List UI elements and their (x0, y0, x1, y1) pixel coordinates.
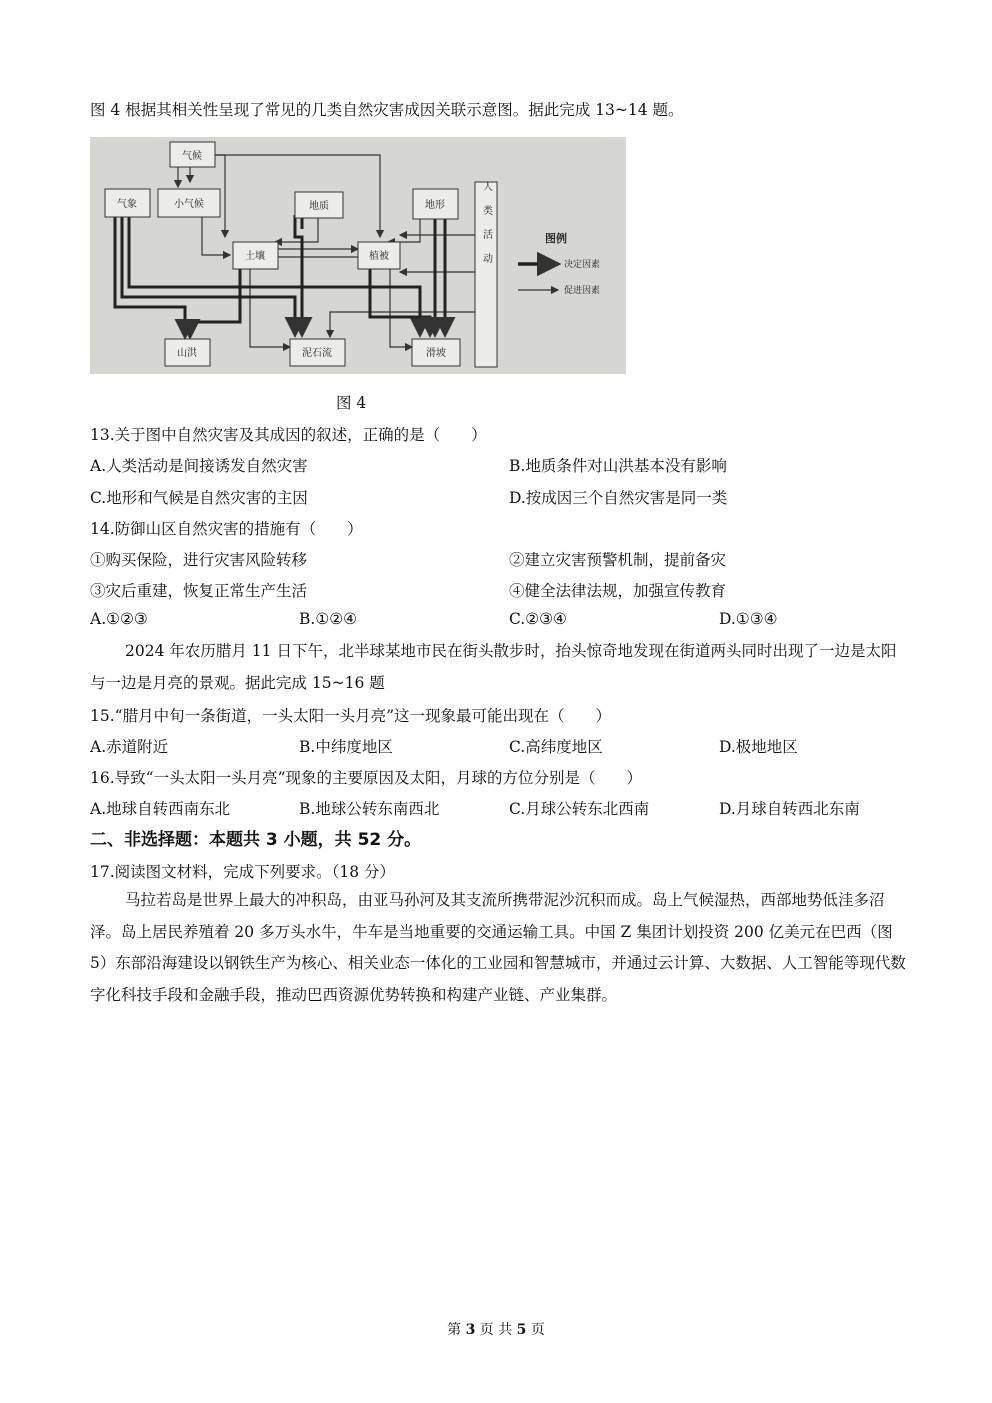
node-zhibei: 植被 (369, 251, 389, 262)
node-qihou: 气候 (182, 151, 202, 162)
legend-promoting: 促进因素 (564, 286, 601, 296)
q17-stem: 17.阅读图文材料，完成下列要求。（18 分） (90, 863, 396, 881)
q13-option-d[interactable]: D.按成因三个自然灾害是同一类 (509, 489, 728, 507)
q13-option-a[interactable]: A.人类活动是间接诱发自然灾害 (90, 457, 308, 475)
q13-option-b[interactable]: B.地质条件对山洪基本没有影响 (509, 457, 727, 475)
q14-option-a[interactable]: A.①②③ (90, 610, 148, 628)
q16-option-a[interactable]: A.地球自转西南东北 (90, 800, 231, 818)
q13-option-c[interactable]: C.地形和气候是自然灾害的主因 (90, 489, 308, 507)
node-dixing: 地形 (425, 200, 445, 211)
q16-option-d[interactable]: D.月球自转西北东南 (719, 800, 860, 818)
figure-4-diagram (90, 137, 626, 374)
q15-option-b[interactable]: B.中纬度地区 (299, 738, 393, 756)
footer-pre: 第 (447, 1322, 462, 1338)
legend-decisive: 决定因素 (564, 260, 601, 270)
footer-post: 页 (530, 1322, 545, 1338)
q14-stem: 14.防御山区自然灾害的措施有（ ） (90, 520, 363, 538)
q16-option-b[interactable]: B.地球公转东南西北 (299, 800, 440, 818)
q16-stem: 16.导致“一头太阳一头月亮”现象的主要原因及太阳，月球的方位分别是（ ） (90, 769, 643, 787)
q14-option-d[interactable]: D.①③④ (719, 610, 778, 628)
cause-diagram-svg (90, 137, 626, 374)
footer-page-number: 3 (465, 1322, 476, 1338)
section-2-heading: 二、非选择题：本题共 3 小题，共 52 分。 (90, 830, 422, 850)
q14-option-c[interactable]: C.②③④ (509, 610, 567, 628)
page-footer (0, 1319, 992, 1339)
q17-passage: 马拉若岛是世界上最大的冲积岛，由亚马孙河及其支流所携带泥沙沉积而成。岛上气候湿热，西部地势低洼多沼泽。岛上居民养殖着 20 多万头水牛，牛车是当地重要的交通运输工具。中国 Z 集团计划投资 200 亿美元在巴西（图 5）东部沿海建设以钢铁生产为核心、相关业态一体化的工业园和智慧城市，并通过云计算、大数据、人工智能等现代数字化科技手段和金融手段，推动巴西资源优势转换和构建产业链、产业集群。 (90, 891, 906, 1004)
figure-caption: 图 4 (336, 394, 367, 412)
q14-statement-2: ②建立灾害预警机制，提前备灾 (509, 551, 727, 569)
q13-stem: 13.关于图中自然灾害及其成因的叙述，正确的是（ ） (90, 426, 487, 444)
q14-option-b[interactable]: B.①②④ (299, 610, 358, 628)
node-shanhong: 山洪 (177, 348, 197, 359)
node-renlei: 人类活动 (480, 181, 492, 277)
node-nishiliu: 泥石流 (302, 348, 332, 359)
node-qixiang: 气象 (117, 199, 137, 210)
q15-stem: 15.“腊月中旬一条街道，一头太阳一头月亮”这一现象最可能出现在（ ） (90, 707, 612, 725)
footer-total-pages: 5 (516, 1322, 527, 1338)
passage-15-16: 2024 年农历腊月 11 日下午，北半球某地市民在街头散步时，抬头惊奇地发现在街道两头同时出现了一边是太阳与一边是月亮的景观。据此完成 15~16 题 (90, 642, 897, 692)
node-turang: 土壤 (245, 251, 265, 262)
intro-text: 图 4 根据其相关性呈现了常见的几类自然灾害成因关联示意图。据此完成 13~14 题。 (90, 101, 684, 119)
legend-title: 图例 (545, 232, 567, 245)
q14-statement-1: ①购买保险，进行灾害风险转移 (90, 551, 308, 569)
q15-option-a[interactable]: A.赤道附近 (90, 738, 169, 756)
q16-option-c[interactable]: C.月球公转东北西南 (509, 800, 650, 818)
node-dizhi: 地质 (309, 201, 329, 212)
q15-option-c[interactable]: C.高纬度地区 (509, 738, 603, 756)
node-xiaoqihou: 小气候 (174, 199, 204, 210)
q14-statement-3: ③灾后重建，恢复正常生产生活 (90, 582, 308, 600)
q14-statement-4: ④健全法律法规，加强宣传教育 (509, 582, 727, 600)
footer-mid: 页 共 (479, 1322, 513, 1338)
node-huapo: 滑坡 (426, 348, 446, 359)
q15-option-d[interactable]: D.极地地区 (719, 738, 798, 756)
